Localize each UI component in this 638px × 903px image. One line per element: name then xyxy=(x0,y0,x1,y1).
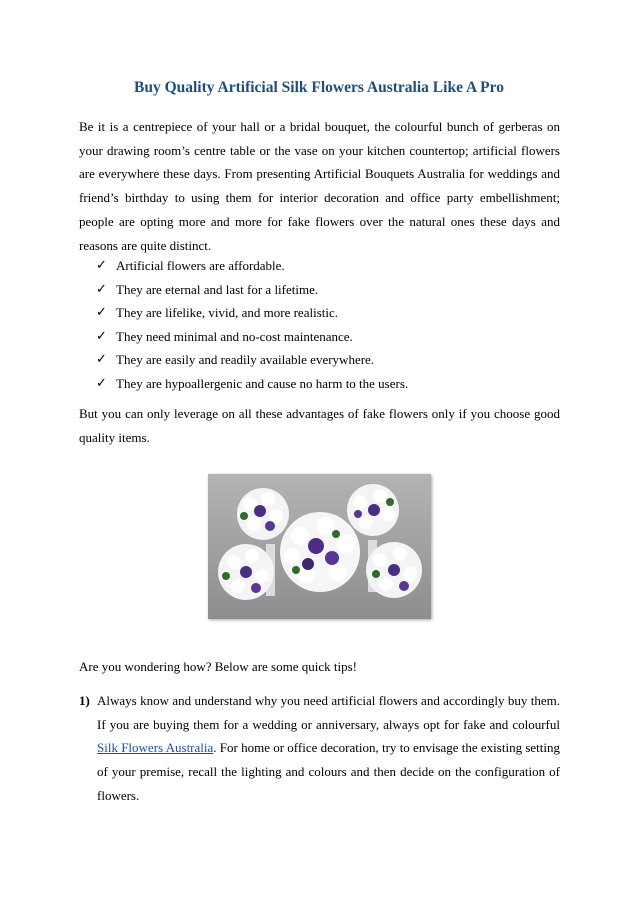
list-item xyxy=(96,254,408,278)
checkmark-icon: ✓ xyxy=(96,281,107,297)
tip-number: 1) xyxy=(79,693,90,708)
list-item xyxy=(96,372,408,396)
tip-1-text xyxy=(97,689,560,808)
list-item-text: They need minimal and no-cost maintenance. xyxy=(116,328,353,344)
checkmark-icon: ✓ xyxy=(96,258,107,273)
checkmark-icon: ✓ xyxy=(96,305,107,321)
list-item xyxy=(96,325,408,349)
list-item xyxy=(96,278,408,302)
document-title: Buy Quality Artificial Silk Flowers Australia Like A Pro xyxy=(133,79,504,96)
list-item-text: They are easily and readily available everywhere. xyxy=(116,352,375,368)
bouquet-photo xyxy=(208,474,431,619)
silk-flowers-australia-link[interactable]: Silk Flowers Australia xyxy=(97,740,214,756)
list-item-text: They are hypoallergenic and cause no harm to the users. xyxy=(116,375,409,391)
checkmark-icon: ✓ xyxy=(96,375,107,391)
list-item-text: Artificial flowers are affordable. xyxy=(116,258,285,273)
tip-text-before: Always know and understand why you need artificial flowers and accordingly buy them. If you are buying them for a wedding or anniversary, always opt for fake and colourful xyxy=(97,693,560,732)
list-item xyxy=(96,348,408,372)
list-item xyxy=(96,301,408,325)
checkmark-icon: ✓ xyxy=(96,328,107,344)
benefits-list xyxy=(96,254,408,396)
tips-intro: Are you wondering how? Below are some quick tips! xyxy=(79,659,357,674)
intro-paragraph: Be it is a centrepiece of your hall or a bridal bouquet, the colourful bunch of gerberas on your drawing room’s centre table or the vase on your kitchen countertop; artificial flowers are everywhere these days. From presenting Artificial Bouquets Australia for weddings and friend’s birthday to using them for interior decoration and office party embellishment; people are opting more and more for fake flowers over the natural ones these days and reasons are quite distinct. xyxy=(79,119,560,253)
tip-1 xyxy=(79,689,560,808)
list-item-text: They are eternal and last for a lifetime. xyxy=(116,281,319,297)
checkmark-icon: ✓ xyxy=(96,352,107,368)
list-item-text: They are lifelike, vivid, and more realistic. xyxy=(116,305,338,321)
advantages-paragraph: But you can only leverage on all these advantages of fake flowers only if you choose good quality items. xyxy=(79,406,560,445)
tip-text-after: . For home or office decoration, try to envisage the existing setting of your premise, recall the lighting and colours and then decide on the configuration of flowers. xyxy=(97,740,560,803)
